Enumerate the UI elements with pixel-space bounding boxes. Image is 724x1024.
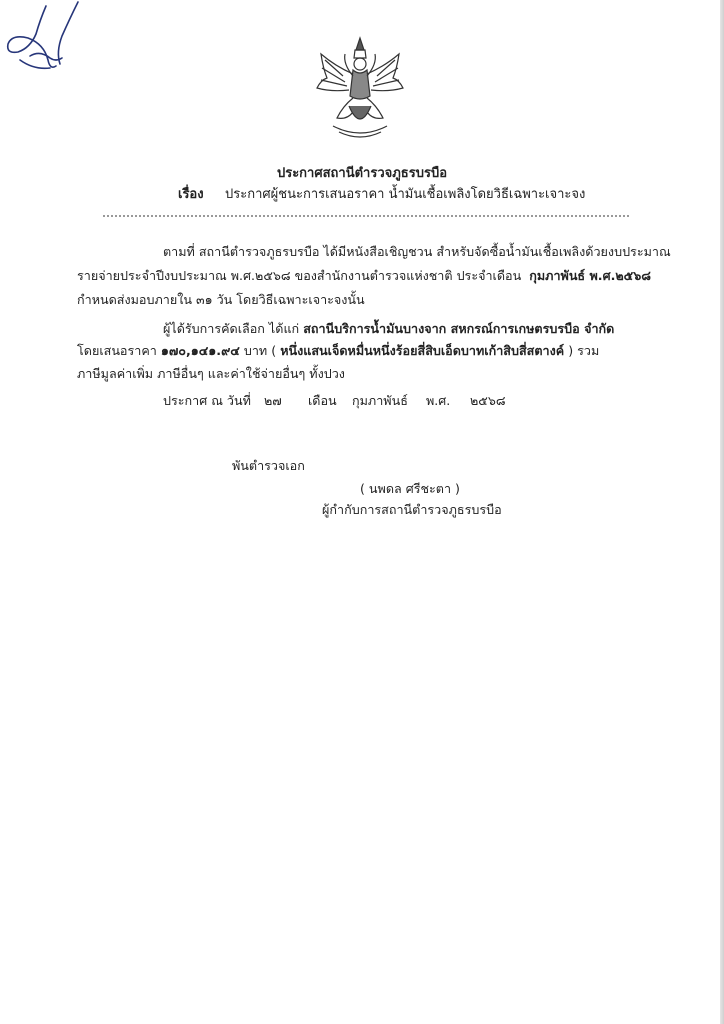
- garuda-emblem-icon: [313, 36, 407, 138]
- paragraph2-line3: ภาษีมูลค่าเพิ่ม ภาษีอื่นๆ และค่าใช้จ่ายอื่นๆ ทั้งปวง: [77, 366, 345, 381]
- paragraph2-line2: [77, 343, 599, 359]
- paragraph1-month-bold: กุมภาพันธ์ พ.ศ.๒๕๖๘: [529, 268, 651, 283]
- price-close-paren: ): [568, 343, 574, 358]
- dotted-divider: [103, 211, 629, 217]
- announce-day: ๒๗: [264, 393, 282, 408]
- price-open-paren: (: [271, 343, 277, 358]
- price-suffix: รวม: [577, 343, 600, 358]
- announce-month: กุมภาพันธ์: [352, 393, 408, 408]
- document-title: ประกาศสถานีตำรวจภูธรบรบือ: [276, 166, 448, 181]
- price-amount: ๑๗๐,๑๔๑.๙๔: [160, 343, 240, 358]
- price-unit: บาท: [243, 343, 268, 358]
- signature-icon: [0, 0, 82, 75]
- paragraph1-line2: [77, 268, 651, 284]
- vendor-name: สถานีบริการน้ำมันบางจาก สหกรณ์การเกษตรบรบือ จำกัด: [303, 321, 615, 336]
- subject-text: ประกาศผู้ชนะการเสนอราคา น้ำมันเชื้อเพลิงโดยวิธีเฉพาะเจาะจง: [225, 187, 586, 202]
- signer-rank: พันตำรวจเอก: [232, 458, 305, 473]
- paragraph1-line1: ตามที่ สถานีตำรวจภูธรบรบือ ได้มีหนังสือเชิญชวน สำหรับจัดซื้อน้ำมันเชื้อเพลิงด้วยงบประมาณ: [163, 244, 671, 259]
- paragraph1-line2-text: รายจ่ายประจำปีงบประมาณ พ.ศ.๒๕๖๘ ของสำนักงานตำรวจแห่งชาติ ประจำเดือน: [77, 268, 522, 283]
- signer-name: ( นพดล ศรีชะตา ): [360, 481, 460, 496]
- announce-year: ๒๕๖๘: [470, 393, 506, 408]
- subject-label: เรื่อง: [178, 187, 204, 202]
- page-edge: [720, 0, 724, 1024]
- paragraph2-line1-text: ผู้ได้รับการคัดเลือก ได้แก่: [163, 321, 300, 336]
- price-prefix: โดยเสนอราคา: [77, 343, 157, 358]
- paragraph2-line1: [163, 321, 614, 337]
- paragraph1-line3: กำหนดส่งมอบภายใน ๓๑ วัน โดยวิธีเฉพาะเจาะจงนั้น: [77, 292, 365, 307]
- announce-month-label: เดือน: [308, 393, 337, 408]
- announce-prefix: ประกาศ ณ วันที่: [163, 393, 251, 408]
- price-words: หนึ่งแสนเจ็ดหมื่นหนึ่งร้อยสี่สิบเอ็ดบาทเก้าสิบสี่สตางค์: [280, 343, 565, 358]
- announce-era: พ.ศ.: [426, 393, 451, 408]
- signer-position: ผู้กำกับการสถานีตำรวจภูธรบรบือ: [322, 502, 502, 517]
